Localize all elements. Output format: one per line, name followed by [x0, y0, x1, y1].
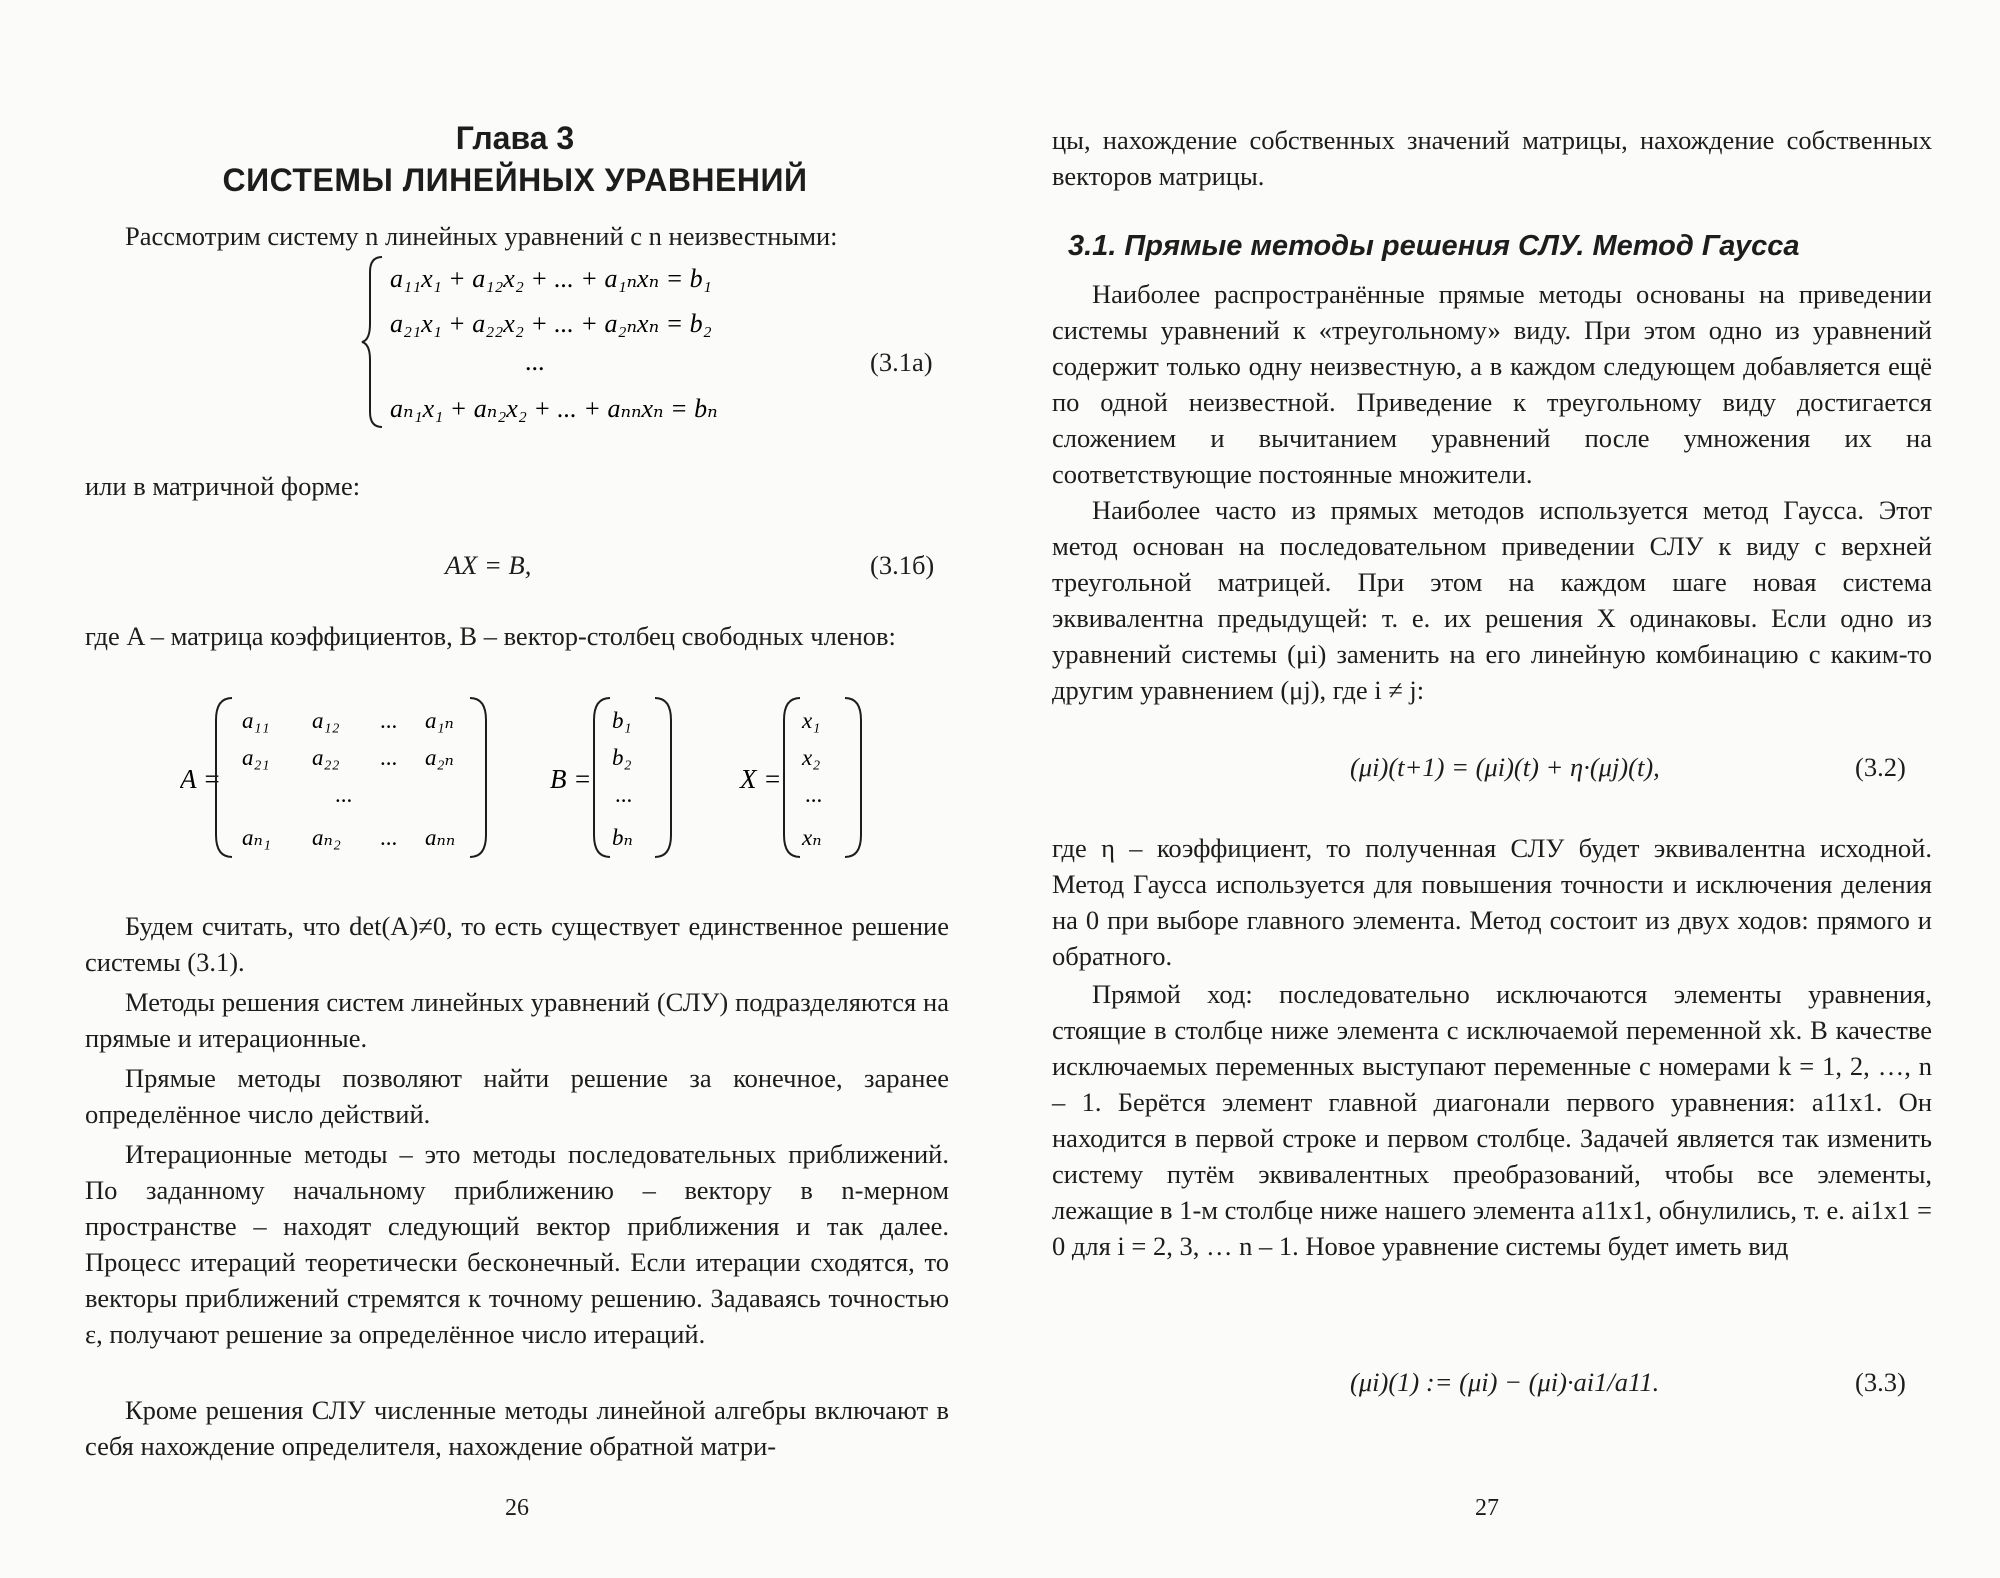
matrix-x-label: X = — [740, 764, 782, 794]
paragraph-gauss-method: Наиболее часто из прямых методов используется метод Гаусса. Этот метод основан на последовательном приведении СЛУ к виду с верхней треугольной матрицей. При этом на каждом шаге новая система эквивалентна предыдущей: т. е. их решения X одинаковы. Если одно из уравнений системы (μi) заменить на его линейную комбинацию с каким-то другим уравнением (μj), где i ≠ j: — [1052, 495, 1932, 705]
paragraph-besides: Кроме решения СЛУ численные методы линейной алгебры включают в себя нахождение определителя, нахождение обратной матри- — [85, 1395, 949, 1461]
paragraph-det: Будем считать, что det(A)≠0, то есть существует единственное решение системы (3.1). — [85, 911, 949, 977]
system-row-1: a₁₁x₁ + a₁₂x₂ + ... + a₁ₙxₙ = b₁ — [390, 264, 712, 293]
a-cell: a₂ₙ — [425, 745, 454, 770]
equation-3-2: (μi)(t+1) = (μi)(t) + η·(μj)(t), — [1350, 752, 1660, 782]
eq-label-3-2: (3.2) — [1855, 752, 1906, 782]
page-number-right: 27 — [1475, 1495, 1499, 1521]
b-cell: b₂ — [612, 745, 632, 770]
a-cell: a₁₁ — [242, 708, 270, 733]
matrix-a-label: A = — [180, 764, 221, 794]
eq-label-3-3: (3.3) — [1855, 1367, 1906, 1397]
paragraph-iterative: Итерационные методы – это методы последовательных приближений. По заданному начальному приближению – вектору в n-мерном пространстве – находят следующий вектор приближения и так далее. Процесс итераций теоретически бесконечный. Если итерации сходятся, то векторы приближений стремятся к точному решению. Задаваясь точностью ε, получают решение за определённое число итераций. — [85, 1139, 949, 1349]
x-cell: x₁ — [802, 708, 821, 733]
chapter-heading — [100, 118, 930, 202]
system-row-2: a₂₁x₁ + a₂₂x₂ + ... + a₂ₙxₙ = b₂ — [390, 309, 712, 338]
a-cell: a₂₁ — [242, 745, 270, 770]
a-cell: aₙ₂ — [312, 825, 341, 850]
x-cell: x₂ — [802, 745, 821, 770]
a-cell: ... — [380, 745, 398, 770]
a-cell: ... — [335, 782, 353, 807]
paragraph-coefficient: где η – коэффициент, то полученная СЛУ будет эквивалентна исходной. Метод Гаусса используется для повышения точности и исключения деления на 0 при выборе главного элемента. Метод состоит из двух ходов: прямого и обратного. — [1052, 833, 1932, 971]
b-cell: ... — [615, 782, 633, 807]
chapter-number: Глава 3 — [455, 120, 575, 156]
equation-3-1b: AX = B, — [445, 550, 532, 580]
a-cell: ... — [380, 708, 398, 733]
section-title: 3.1. Прямые методы решения СЛУ. Метод Гаусса — [1068, 230, 1800, 262]
page-number-left: 26 — [505, 1495, 529, 1521]
matrix-form-text: или в матричной форме: — [85, 471, 361, 501]
b-cell: b₁ — [612, 708, 632, 733]
paragraph-gauss-intro: Наиболее распространённые прямые методы основаны на приведении системы уравнений к «треугольному» виду. При этом одно из уравнений содержит только одну неизвестную, а в каждом следующем добавляется ещё по одной неизвестной. Приведение к треугольному виду достигается сложением и вычитанием уравнений после умножения их на соответствующие постоянные множители. — [1052, 279, 1932, 489]
b-cell: bₙ — [612, 825, 633, 850]
equation-system-3-1a — [360, 252, 740, 432]
a-cell: ... — [380, 825, 398, 850]
paragraph-forward: Прямой ход: последовательно исключаются элементы уравнения, стоящие в столбце ниже элемента с исключаемой переменной xk. В качестве исключаемых переменных выступают переменные с номерами k = 1, 2, …, n – 1. Берётся элемент главной диагонали первого уравнения: a11x1. Он находится в первой строке и первом столбце. Задачей является так изменить систему путём эквивалентных преобразований, чтобы все элементы, лежащие в 1-м столбце ниже нашего элемента a11x1, обнулились, т. е. ai1x1 = 0 для i = 2, 3, … n – 1. Новое уравнение системы будет иметь вид — [1052, 979, 1932, 1261]
intro-text: Рассмотрим систему n линейных уравнений с n неизвестными: — [125, 221, 838, 251]
a-cell: a₁ₙ — [425, 708, 454, 733]
paragraph-direct: Прямые методы позволяют найти решение за конечное, заранее определённое число действий. — [85, 1063, 949, 1129]
right-page — [1000, 0, 2000, 1578]
a-cell: a₁₂ — [312, 708, 340, 733]
paragraph-continued: цы, нахождение собственных значений матрицы, нахождение собственных векторов матрицы. — [1052, 125, 1932, 191]
eq-label-3-1a: (3.1а) — [870, 347, 933, 377]
chapter-title: СИСТЕМЫ ЛИНЕЙНЫХ УРАВНЕНИЙ — [222, 162, 808, 198]
paragraph-methods: Методы решения систем линейных уравнений (СЛУ) подразделяются на прямые и итерационные. — [85, 987, 949, 1053]
matrices-block — [180, 690, 880, 865]
equation-3-3: (μi)(1) := (μi) − (μi)·ai1/a11. — [1350, 1367, 1660, 1397]
x-cell: ... — [805, 782, 823, 807]
eq-label-3-1b: (3.1б) — [870, 550, 935, 580]
system-row-4: aₙ₁x₁ + aₙ₂x₂ + ... + aₙₙxₙ = bₙ — [390, 394, 718, 423]
a-cell: aₙₙ — [425, 825, 456, 850]
where-text: где A – матрица коэффициентов, B – вектор-столбец свободных членов: — [85, 621, 896, 651]
a-cell: aₙ₁ — [242, 825, 271, 850]
system-row-3: ... — [525, 347, 545, 376]
x-cell: xₙ — [802, 825, 822, 850]
matrix-b-label: B = — [550, 764, 592, 794]
a-cell: a₂₂ — [312, 745, 340, 770]
